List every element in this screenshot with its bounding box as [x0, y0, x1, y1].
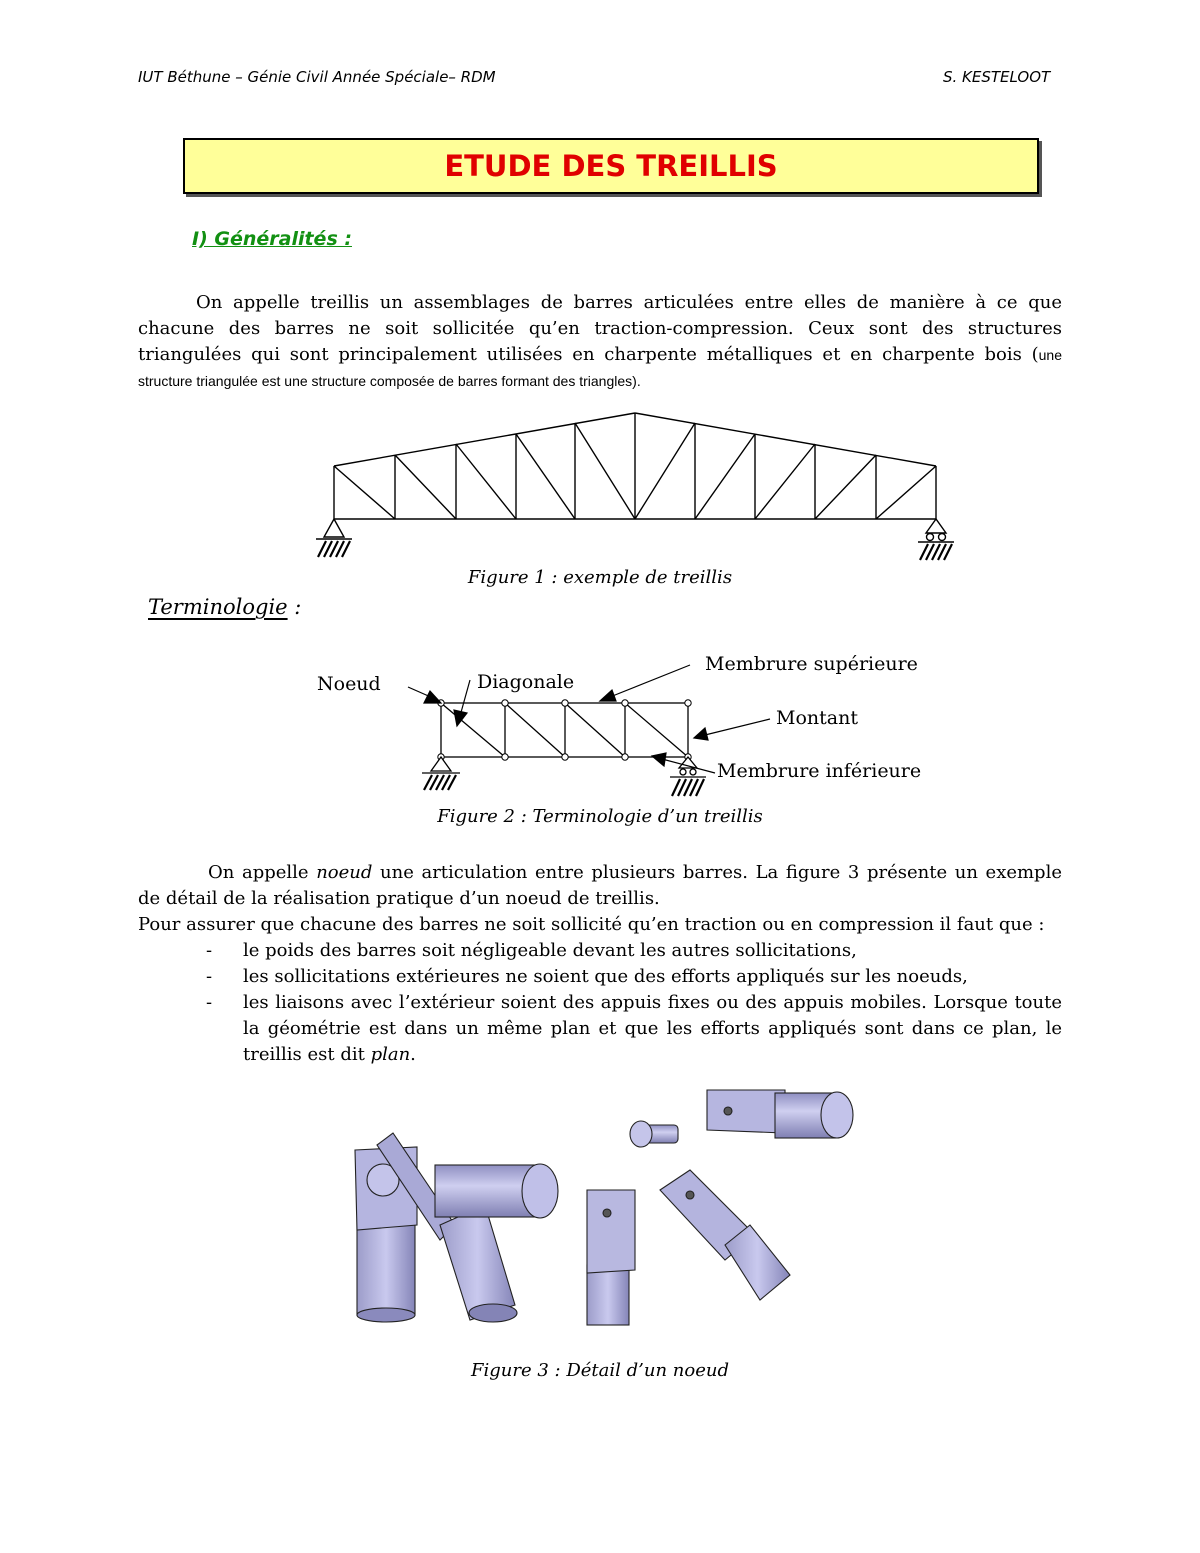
roller-support-icon	[918, 519, 954, 560]
list-item-text: les liaisons avec l’extérieur soient des appuis fixes ou des appuis mobiles. Lorsque toute la géométrie est dans un même plan et que les efforts appliqués sont dans ce plan, le treillis est dit	[243, 992, 1062, 1065]
figure3-node-detail	[345, 1075, 865, 1330]
conditions-intro: Pour assurer que chacune des barres ne soit sollicité qu’en traction ou en compression il faut que :	[138, 914, 1045, 935]
terminology-colon: :	[287, 595, 302, 619]
bullet-dash: -	[206, 940, 213, 961]
list-item	[138, 938, 1062, 964]
label-noeud: Noeud	[317, 673, 381, 695]
node-definition	[138, 860, 1062, 912]
truss-members	[334, 413, 936, 519]
list-item	[138, 990, 1062, 1068]
assembled-node-icon	[355, 1133, 558, 1322]
bullet-dash: -	[206, 966, 213, 987]
page-title: ETUDE DES TREILLIS	[444, 149, 778, 183]
node-def-emphasis: noeud	[316, 862, 373, 883]
intro-text: On appelle treillis un assemblages de barres articulées entre elles de manière à ce que chacune des barres ne soit sollicitée qu’en traction-compression. Ceux sont des structures triangulées qui sont principalement utilisées en charpente métalliques et en charpente bois (	[138, 292, 1062, 365]
figure2-caption: Figure 2 : Terminologie d’un treillis	[437, 806, 763, 827]
fixed-support-icon	[316, 519, 352, 557]
clevis-part-icon	[587, 1190, 635, 1325]
label-membrure-inferieure: Membrure inférieure	[717, 760, 922, 782]
figure1-caption: Figure 1 : exemple de treillis	[467, 567, 733, 588]
header-right: S. KESTELOOT	[943, 68, 1051, 86]
horizontal-part-icon	[707, 1090, 853, 1138]
list-item	[138, 964, 1062, 990]
node-paragraph	[138, 860, 1062, 1068]
small-truss	[441, 703, 688, 757]
figure2-diagram	[300, 640, 940, 810]
node-def-start: On appelle	[208, 862, 317, 883]
label-montant: Montant	[776, 707, 858, 729]
title-box	[183, 138, 1039, 194]
label-diagonale: Diagonale	[477, 671, 575, 693]
diagonal-part-icon	[660, 1170, 790, 1300]
header-left: IUT Béthune – Génie Civil Année Spéciale– RDM	[138, 68, 496, 86]
bolt-icon	[630, 1121, 678, 1147]
list-item-emphasis: plan	[370, 1044, 411, 1065]
figure3-caption: Figure 3 : Détail d’un noeud	[471, 1360, 729, 1381]
node-def-end: une articulation entre plusieurs barres. La figure 3 présente un exemple de détail de la réalisation pratique d’un noeud de treillis.	[138, 862, 1062, 909]
list-item-text: les sollicitations extérieures ne soient que des efforts appliqués sur les noeuds,	[243, 966, 968, 987]
bullet-dash: -	[206, 992, 213, 1013]
conditions-list	[138, 938, 1062, 1068]
list-item-text: le poids des barres soit négligeable devant les autres sollicitations,	[243, 940, 857, 961]
intro-close: ).	[632, 373, 641, 389]
terminology-label: Terminologie	[148, 595, 288, 619]
list-item-end: .	[410, 1044, 416, 1065]
intro-small-note: une structure triangulée est une structure composée de barres formant des triangles	[138, 347, 1062, 389]
intro-paragraph	[138, 290, 1062, 394]
terminology-heading	[138, 595, 301, 619]
figure1-truss	[310, 405, 970, 575]
fixed-support-small-icon	[422, 757, 460, 790]
section-heading: I) Généralités :	[192, 228, 352, 250]
label-membrure-superieure: Membrure supérieure	[705, 653, 918, 675]
